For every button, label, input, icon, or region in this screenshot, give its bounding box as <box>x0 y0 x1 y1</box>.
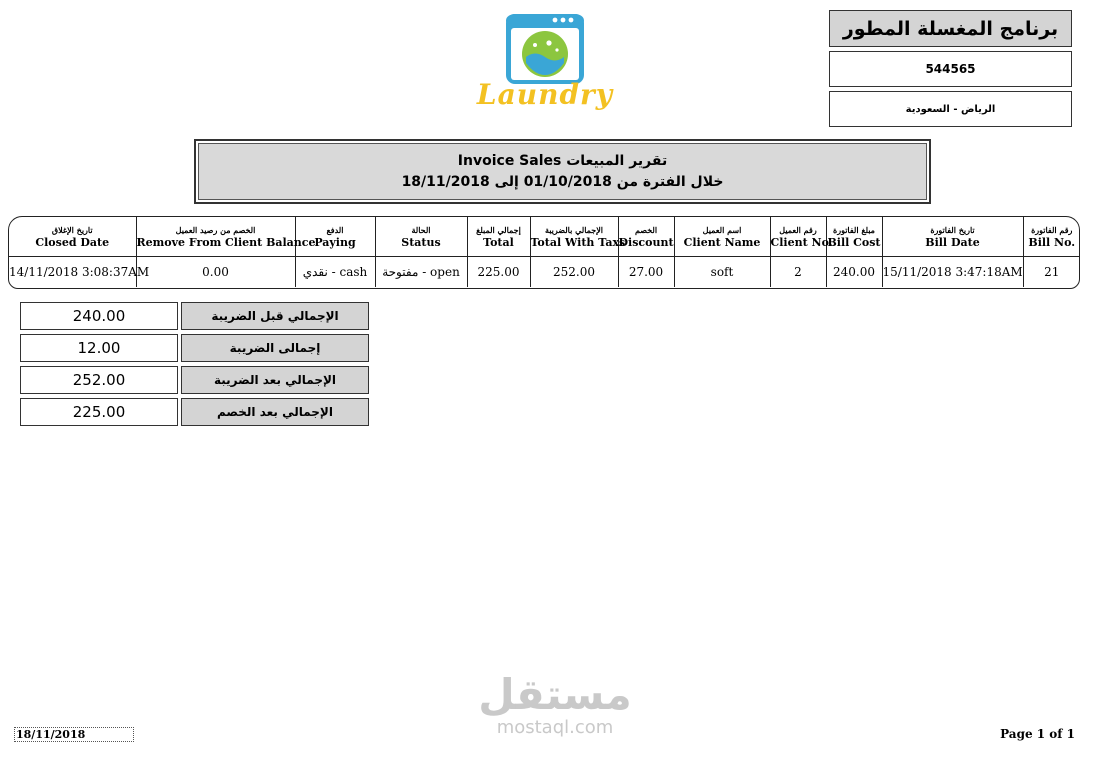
column-header: الحالة Status <box>375 217 467 257</box>
total-before-tax-label: الإجمالي قبل الضريبة <box>181 302 369 330</box>
footer-date: 18/11/2018 <box>14 727 134 742</box>
logo-text: Laundry <box>476 78 614 111</box>
column-header: تاريخ الفاتورة Bill Date <box>882 217 1023 257</box>
column-header: الإجمالي بالضريبة Total With Taxs <box>530 217 618 257</box>
paying-cell: نقدي - cash <box>295 257 375 288</box>
column-header: اسم العميل Client Name <box>674 217 770 257</box>
column-header: الدفع Paying <box>295 217 375 257</box>
total-before-tax-value: 240.00 <box>20 302 178 330</box>
watermark-url: mostaql.com <box>496 717 614 738</box>
total-after-discount-value: 225.00 <box>20 398 178 426</box>
invoice-table <box>8 216 1080 289</box>
total-after-tax-value: 252.00 <box>20 366 178 394</box>
column-header: رقم العميل Client No. <box>770 217 826 257</box>
total-after-tax-label: الإجمالي بعد الضريبة <box>181 366 369 394</box>
laundry-logo <box>505 13 585 85</box>
company-name: برنامج المغسلة المطور <box>829 10 1072 47</box>
company-code: 544565 <box>829 51 1072 87</box>
total-after-tax-row <box>20 366 369 394</box>
total-after-discount-label: الإجمالي بعد الخصم <box>181 398 369 426</box>
page-number: Page 1 of 1 <box>1000 727 1075 741</box>
watermark-arabic: مستقل <box>478 670 632 719</box>
bill-no-cell: 21 <box>1023 257 1080 288</box>
watermark <box>470 672 640 738</box>
table-header-row <box>9 217 1080 257</box>
column-header: الخصم Discount <box>618 217 674 257</box>
client-no-cell: 2 <box>770 257 826 288</box>
bill-date-cell: 15/11/2018 3:47:18AM <box>882 257 1023 288</box>
discount-cell: 27.00 <box>618 257 674 288</box>
table-row <box>9 257 1080 288</box>
total-cell: 225.00 <box>467 257 530 288</box>
bill-cost-cell: 240.00 <box>826 257 882 288</box>
closed-date-cell: 14/11/2018 3:08:37AM <box>9 257 136 288</box>
report-period: خلال الفترة من 01/10/2018 إلى 18/11/2018 <box>401 174 724 190</box>
total-before-tax-row <box>20 302 369 330</box>
report-title <box>194 139 931 204</box>
total-after-discount-row <box>20 398 369 426</box>
client-balance-cell: 0.00 <box>136 257 295 288</box>
column-header: تاريخ الإغلاق Closed Date <box>9 217 136 257</box>
total-with-tax-cell: 252.00 <box>530 257 618 288</box>
report-title-line1: تقرير المبيعات Invoice Sales <box>457 153 668 169</box>
column-header: رقم الفاتورة Bill No. <box>1023 217 1080 257</box>
tax-total-label: إجمالى الضريبة <box>181 334 369 362</box>
company-address: الرياض - السعودية <box>829 91 1072 127</box>
tax-total-value: 12.00 <box>20 334 178 362</box>
washing-machine-icon <box>505 13 585 85</box>
column-header: الخصم من رصيد العميل Remove From Client Balance <box>136 217 295 257</box>
column-header: مبلغ الفاتورة Bill Cost <box>826 217 882 257</box>
status-cell: مفتوحة - open <box>375 257 467 288</box>
tax-total-row <box>20 334 369 362</box>
client-name-cell: soft <box>674 257 770 288</box>
column-header: إجمالي المبلغ Total <box>467 217 530 257</box>
